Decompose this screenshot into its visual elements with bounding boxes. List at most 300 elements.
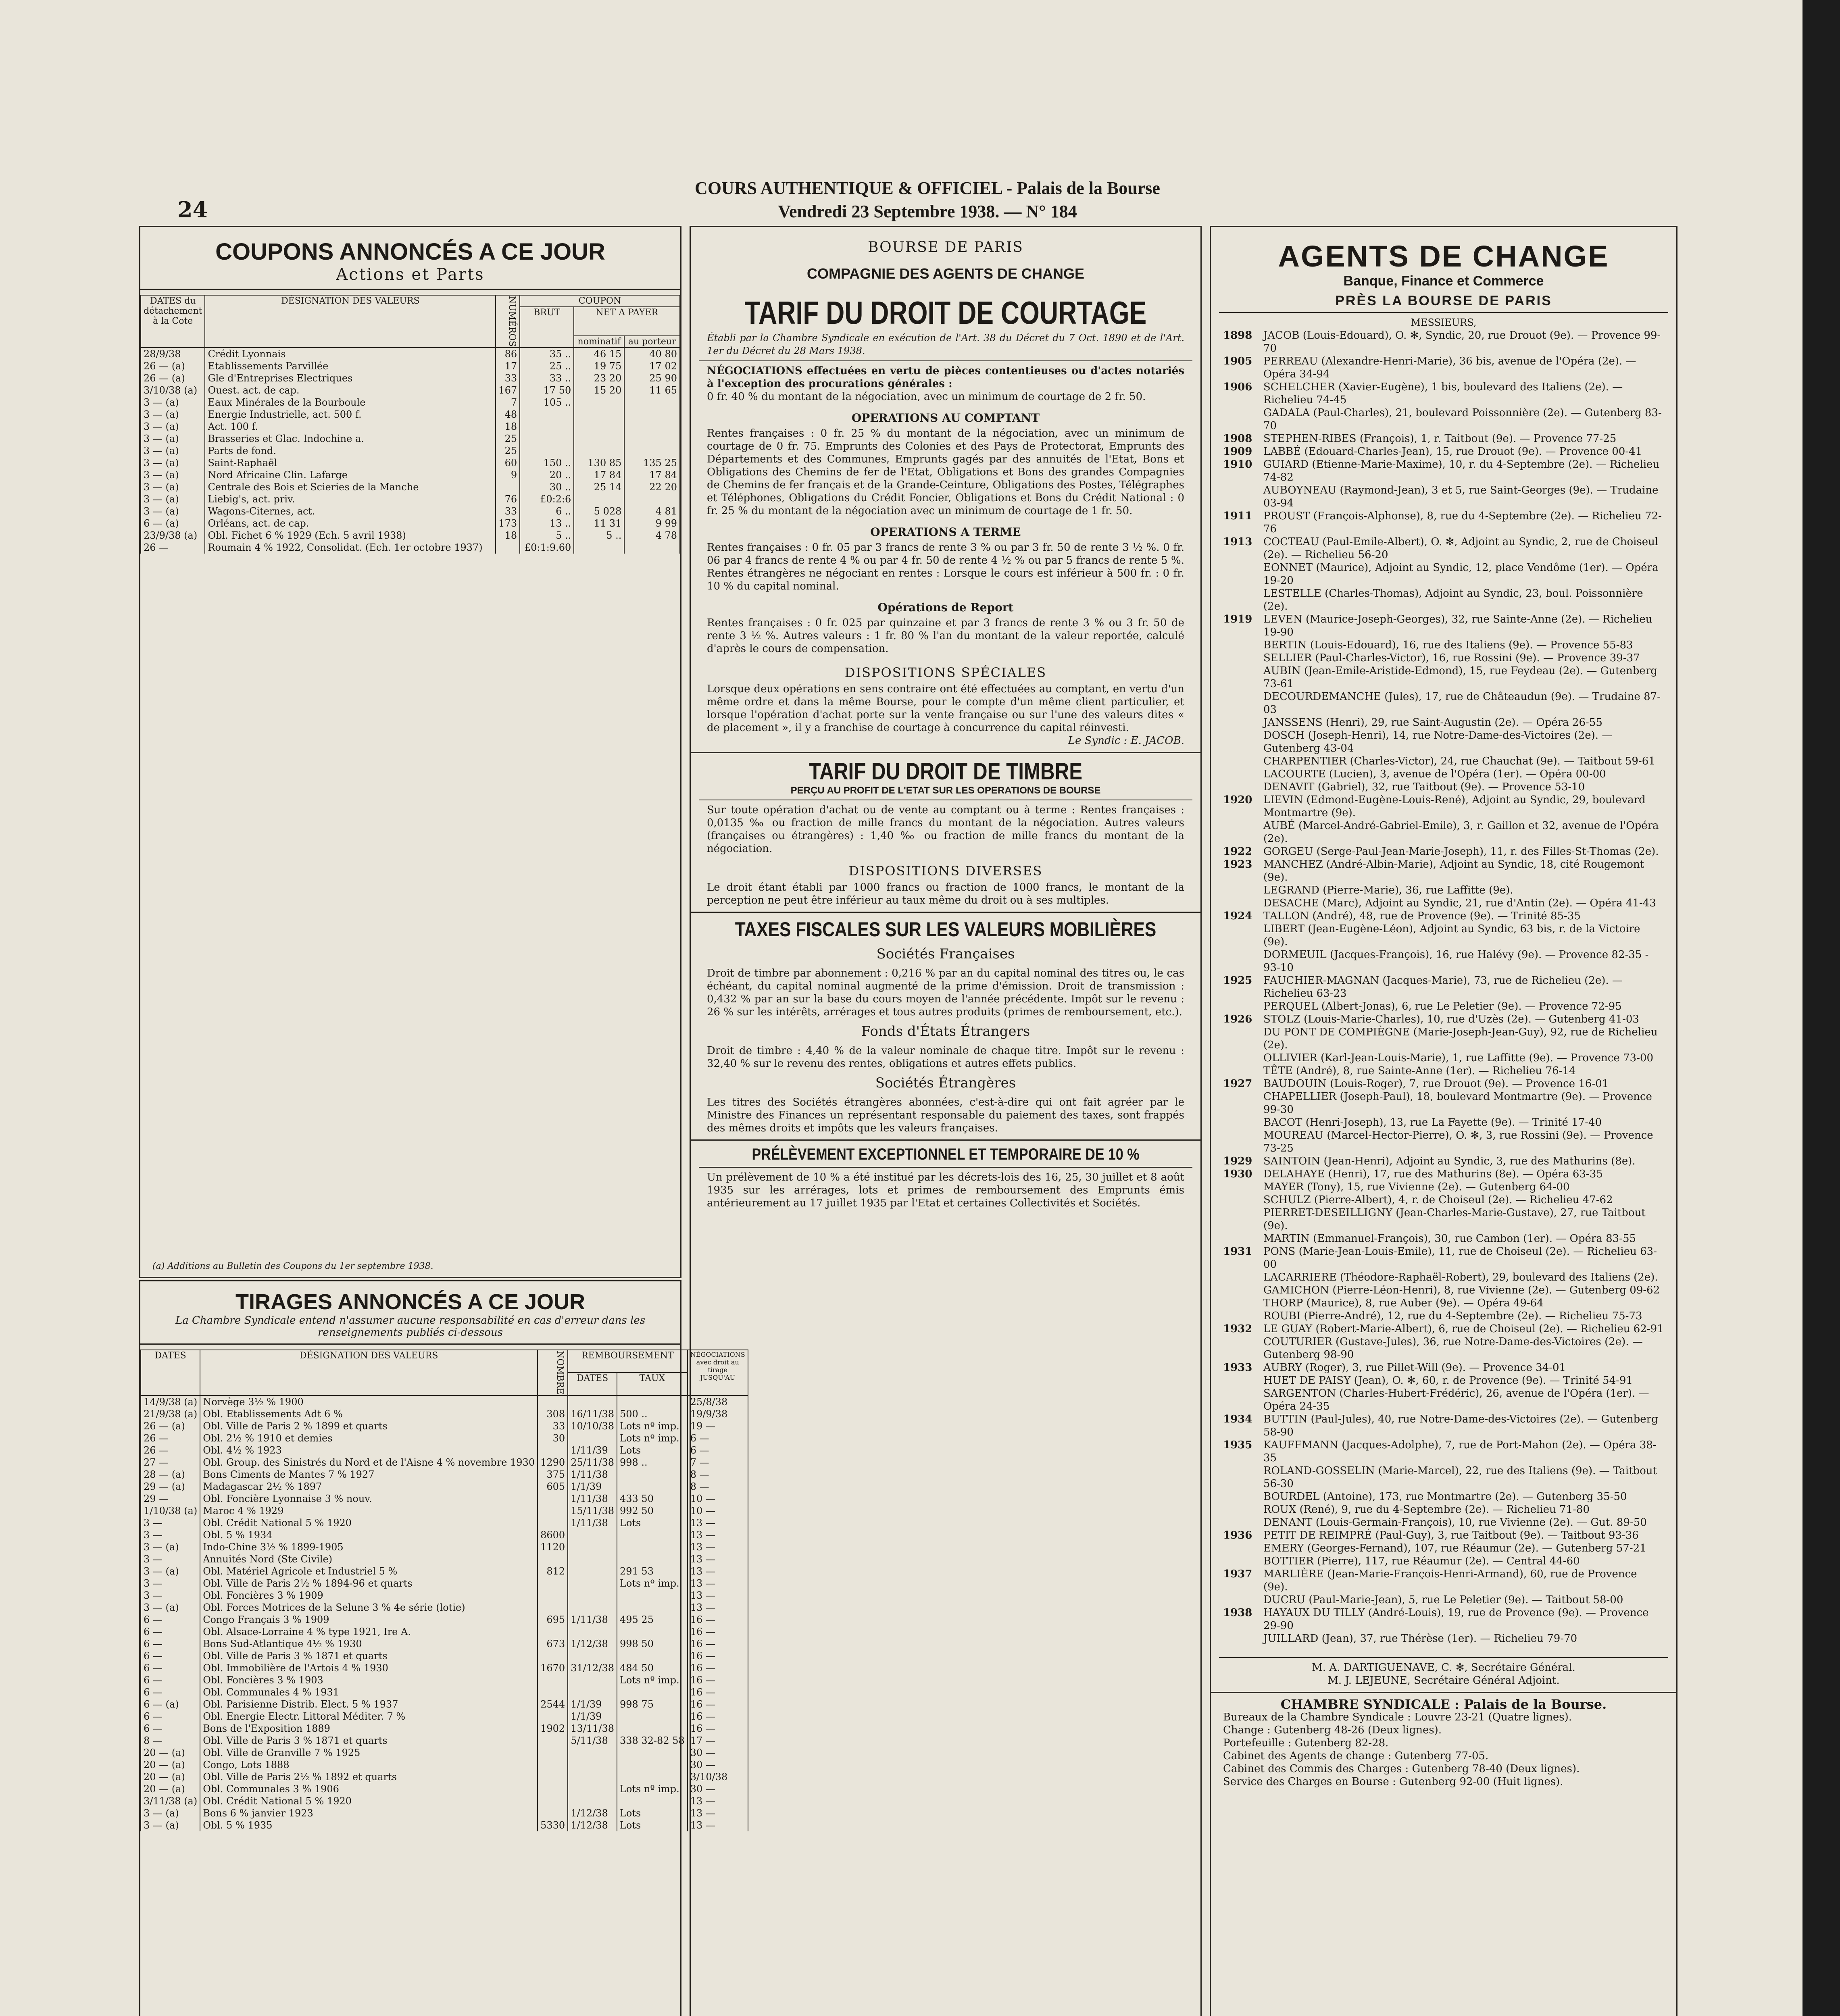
tirage-row-nego: 16 — [688,1722,748,1735]
agent-year [1223,1516,1263,1529]
agent-entry [1211,884,1676,897]
coupon-row-nom [574,541,624,554]
agent-entry [1211,1090,1676,1116]
coupon-row-nom [574,433,624,445]
agent-name: COUTURIER (Gustave-Jules), 36, rue Notre-Dame-des-Victoires (2e). — Gutenberg 98-90 [1263,1336,1643,1361]
tirage-row-date: 6 — [141,1662,200,1674]
tirage-row-nb: 375 [538,1468,568,1481]
agent-entry [1211,1606,1676,1632]
tirage-row-nego: 8 — [688,1468,748,1481]
agent-entry [1211,510,1676,535]
agent-entry [1211,1322,1676,1335]
tirage-row [141,1819,748,1831]
coupon-row-port: 135 25 [624,457,680,469]
agent-name: OLLIVIER (Karl-Jean-Louis-Marie), 1, rue Laffitte (9e). — Provence 73-00 [1263,1052,1654,1064]
agent-name: BAUDOUIN (Louis-Roger), 7, rue Drouot (9e). — Provence 16-01 [1263,1078,1609,1090]
tirage-row-nego: 13 — [688,1819,748,1831]
agent-year [1223,1064,1263,1077]
tirage-row-taux: Lots [617,1807,688,1819]
coupon-row [141,505,680,517]
agent-name: SELLIER (Paul-Charles-Victor), 16, rue Rossini (9e). — Provence 39-37 [1263,652,1640,664]
tirage-row-nego: 17 — [688,1735,748,1747]
tirage-row-name: Maroc 4 % 1929 [200,1505,538,1517]
coupon-row [141,481,680,493]
tirage-row-nb [538,1493,568,1505]
agents-list [1211,329,1676,1645]
agent-year [1223,1490,1263,1503]
agent-entry [1211,1077,1676,1090]
coupon-row-num: 18 [496,529,520,541]
tirage-row-rd [568,1602,617,1614]
tirage-row-date: 6 — [141,1674,200,1686]
tirage-row-taux: Lots nº imp. [617,1432,688,1444]
agent-entry [1211,1168,1676,1181]
tirage-row-taux [617,1710,688,1722]
chambre-line: Bureaux de la Chambre Syndicale : Louvre 23-21 (Quatre lignes). [1223,1711,1572,1723]
tirage-row [141,1783,748,1795]
coupon-row [141,372,680,384]
tirage-row-nb: 1670 [538,1662,568,1674]
agent-entry [1211,1000,1676,1013]
tirage-row-nego: 13 — [688,1807,748,1819]
agent-name: DUCRU (Paul-Marie-Jean), 5, rue Le Peletier (9e). — Taitbout 58-00 [1263,1594,1623,1606]
agent-entry [1211,910,1676,923]
coupon-row [141,360,680,372]
agent-entry [1211,1516,1676,1529]
coupon-row-port [624,493,680,505]
coupons-table [140,295,680,554]
tirage-row-taux: 495 25 [617,1614,688,1626]
agent-name: SCHELCHER (Xavier-Eugène), 1 bis, boulevard des Italiens (2e). — Richelieu 74-45 [1263,381,1623,406]
chambre-line: Cabinet des Commis des Charges : Gutenberg 78-40 (Deux lignes). [1223,1763,1580,1775]
tirage-row-date: 3 — [141,1553,200,1565]
agent-name: CHARPENTIER (Charles-Victor), 24, rue Chauchat (9e). — Taitbout 59-61 [1263,755,1655,767]
coupon-row-name: Eaux Minérales de la Bourboule [205,396,496,408]
agent-year [1223,781,1263,793]
tarif-intro: Établi par la Chambre Syndicale en exécution de l'Art. 38 du Décret du 7 Oct. 1890 et de l'Art. 1er du Décret du 28 Mars 1938. [707,332,1184,356]
agent-name: DELAHAYE (Henri), 17, rue des Mathurins (8e). — Opéra 63-35 [1263,1168,1603,1180]
agent-name: MAYER (Tony), 15, rue Vivienne (2e). — Gutenberg 64-00 [1263,1181,1570,1193]
agent-year [1223,1052,1263,1064]
tirage-row-name: Obl. Parisienne Distrib. Elect. 5 % 1937 [200,1698,538,1710]
coupon-row-date: 3 — (a) [141,457,205,469]
col-coupon: COUPON [520,295,680,307]
tirage-row [141,1481,748,1493]
tirage-row-nb: 673 [538,1638,568,1650]
coupon-row-num [496,481,520,493]
agent-year [1223,652,1263,664]
agent-entry [1211,690,1676,716]
tirage-row-nego: 16 — [688,1686,748,1698]
tirage-row [141,1614,748,1626]
tirage-row-nb [538,1759,568,1771]
agent-entry [1211,1129,1676,1155]
coupon-row-name: Brasseries et Glac. Indochine a. [205,433,496,445]
tirage-row-taux [617,1481,688,1493]
agent-name: BOTTIER (Pierre), 117, rue Réaumur (2e). — Central 44-60 [1263,1555,1580,1567]
coupon-row-date: 28/9/38 [141,348,205,360]
coupon-row-port: 25 90 [624,372,680,384]
coupon-row-brut: 25 .. [520,360,574,372]
tirage-row-nego: 8 — [688,1481,748,1493]
tirage-row-rd [568,1626,617,1638]
tirage-row-taux: Lots nº imp. [617,1674,688,1686]
secretaire-adjoint: M. J. LEJEUNE, Secrétaire Général Adjoint. [1327,1674,1560,1687]
agent-entry [1211,755,1676,768]
agent-year: 1905 [1223,355,1252,367]
tirage-row-taux: 992 50 [617,1505,688,1517]
agent-entry [1211,1026,1676,1052]
diverses-title: DISPOSITIONS DIVERSES [848,863,1043,879]
tirage-row-rd: 31/12/38 [568,1662,617,1674]
agents-section [1210,226,1677,2016]
agent-name: MOUREAU (Marcel-Hector-Pierre), O. ✻, 3, rue Rossini (9e). — Provence 73-25 [1263,1129,1653,1154]
agent-year [1223,1284,1263,1297]
agent-entry [1211,819,1676,845]
coupon-row-date: 3 — (a) [141,469,205,481]
coupon-row-name: Ouest. act. de cap. [205,384,496,396]
tirage-row-taux: 291 53 [617,1565,688,1577]
tirage-row-nb: 695 [538,1614,568,1626]
coupon-row-num: 18 [496,421,520,433]
tirage-row-nego: 7 — [688,1456,748,1468]
agent-entry [1211,1155,1676,1168]
tirage-row-nb: 2544 [538,1698,568,1710]
tirage-row-date: 29 — (a) [141,1481,200,1493]
agent-entry [1211,1529,1676,1542]
tirage-row-nego: 13 — [688,1565,748,1577]
agent-entry [1211,793,1676,819]
tirage-row-rd: 1/11/38 [568,1517,617,1529]
agent-entry [1211,1284,1676,1297]
coupon-row-date: 3/10/38 (a) [141,384,205,396]
coupon-row-name: Centrale des Bois et Scieries de la Manche [205,481,496,493]
agent-entry [1211,1632,1676,1645]
tirage-row-rd [568,1395,617,1408]
tirages-section [139,1280,745,2016]
coupon-row-name: Liebig's, act. priv. [205,493,496,505]
tirage-row-rd: 1/12/38 [568,1807,617,1819]
agents-title: AGENTS DE CHANGE [1278,240,1609,273]
tirage-row-name: Obl. Ville de Paris 2½ % 1894-96 et quarts [200,1577,538,1589]
tirage-row-nego: 10 — [688,1505,748,1517]
tirage-row [141,1432,748,1444]
tirage-row-nb [538,1602,568,1614]
tirage-row-nego: 13 — [688,1795,748,1807]
tirage-row-name: Obl. Communales 3 % 1906 [200,1783,538,1795]
tirage-row [141,1444,748,1456]
agent-entry [1211,329,1676,355]
agent-year [1223,587,1263,613]
coupon-row [141,529,680,541]
agent-year [1223,948,1263,974]
tirage-row-date: 3/11/38 (a) [141,1795,200,1807]
coupon-row-brut: 20 .. [520,469,574,481]
coupon-row-nom: 46 15 [574,348,624,360]
coupon-row-port: 22 20 [624,481,680,493]
agent-year [1223,1310,1263,1322]
agent-name: BUTTIN (Paul-Jules), 40, rue Notre-Dame-des-Victoires (2e). — Gutenberg 58-90 [1263,1413,1658,1438]
tirage-row [141,1408,748,1420]
agent-name: LESTELLE (Charles-Thomas), Adjoint au Syndic, 23, boul. Poissonnière (2e). [1263,587,1643,612]
coupon-row-nom: 17 84 [574,469,624,481]
agent-name: PROUST (François-Alphonse), 8, rue du 4-Septembre (2e). — Richelieu 72-76 [1263,510,1662,535]
agent-entry [1211,1297,1676,1310]
agent-name: JUILLARD (Jean), 37, rue Thérèse (1er). — Richelieu 79-70 [1263,1633,1577,1645]
agent-year: 1911 [1223,510,1252,522]
agent-name: CHAPELLIER (Joseph-Paul), 18, boulevard Montmartre (9e). — Provence 99-30 [1263,1091,1652,1116]
tirage-row-taux [617,1468,688,1481]
tirage-row-date: 3 — (a) [141,1807,200,1819]
coupon-row-date: 3 — (a) [141,481,205,493]
coupon-row [141,541,680,554]
agent-name: DENAVIT (Gabriel), 32, rue Taitbout (9e). — Provence 53-10 [1263,781,1585,793]
taxes-title: TAXES FISCALES SUR LES VALEURS MOBILIÈRES [735,918,1157,941]
coupon-row-num: 33 [496,505,520,517]
tirage-row-name: Obl. Ville de Paris 2½ % 1892 et quarts [200,1771,538,1783]
dispositions-title: DISPOSITIONS SPÉCIALES [844,665,1047,680]
compagnie-label: COMPAGNIE DES AGENTS DE CHANGE [806,265,1085,282]
tirage-row-nego: 30 — [688,1747,748,1759]
agent-year [1223,1503,1263,1516]
tirage-row-rd [568,1686,617,1698]
timbre-title: TARIF DU DROIT DE TIMBRE [809,758,1083,785]
agent-entry [1211,1374,1676,1387]
coupon-row-num: 17 [496,360,520,372]
col-dates: DATES du détachement à la Cote [141,295,205,348]
coupon-row-brut: 17 50 [520,384,574,396]
tirage-row-nb: 30 [538,1432,568,1444]
col-t-rdates: DATES [568,1372,617,1395]
agent-name: LEVEN (Maurice-Joseph-Georges), 32, rue Sainte-Anne (2e). — Richelieu 19-90 [1263,613,1652,638]
tirage-row-taux: 500 .. [617,1408,688,1420]
agent-year [1223,1297,1263,1310]
agent-entry [1211,845,1676,858]
coupon-row-nom: 5 028 [574,505,624,517]
tirage-row-rd: 1/11/38 [568,1493,617,1505]
coupon-row [141,384,680,396]
coupon-row-date: 3 — (a) [141,445,205,457]
agent-year: 1932 [1223,1323,1252,1335]
tirage-row-taux [617,1759,688,1771]
coupon-row-num: 48 [496,408,520,421]
coupon-row-name: Gle d'Entreprises Electriques [205,372,496,384]
agent-entry [1211,1361,1676,1374]
coupon-row-port [624,541,680,554]
agent-year: 1924 [1223,910,1252,922]
coupon-row [141,517,680,529]
agent-name: STEPHEN-RIBES (François), 1, r. Taitbout (9e). — Provence 77-25 [1263,433,1617,445]
agent-year: 1934 [1223,1413,1252,1425]
tirage-row-nb [538,1795,568,1807]
coupon-row-name: Energie Industrielle, act. 500 f. [205,408,496,421]
tirage-row [141,1420,748,1432]
agent-year: 1906 [1223,381,1252,393]
agent-year [1223,690,1263,716]
coupon-row-name: Nord Africaine Clin. Lafarge [205,469,496,481]
agent-name: KAUFFMANN (Jacques-Adolphe), 7, rue de Port-Mahon (2e). — Opéra 38-35 [1263,1439,1657,1464]
agent-entry [1211,1387,1676,1413]
chambre-line: Cabinet des Agents de change : Gutenberg 77-05. [1223,1750,1489,1762]
agent-name: HAYAUX DU TILLY (André-Louis), 19, rue de Provence (9e). — Provence 29-90 [1263,1607,1649,1632]
agent-name: ROLAND-GOSSELIN (Marie-Marcel), 22, rue des Italiens (9e). — Taitbout 56-30 [1263,1465,1657,1490]
agent-year [1223,561,1263,587]
comptant-title: OPERATIONS AU COMPTANT [851,411,1040,425]
tirage-row-nego: 13 — [688,1541,748,1553]
tirage-row-date: 26 — (a) [141,1420,200,1432]
coupon-row-port: 4 78 [624,529,680,541]
agent-name: DECOURDEMANCHE (Jules), 17, rue de Châteaudun (9e). — Trudaine 87-03 [1263,691,1661,716]
coupon-row-brut [520,408,574,421]
agent-entry [1211,1593,1676,1606]
agent-entry [1211,445,1676,458]
tirage-row-name: Obl. Group. des Sinistrés du Nord et de l'Aisne 4 % novembre 1930 [200,1456,538,1468]
coupon-row-date: 6 — (a) [141,517,205,529]
agent-year: 1919 [1223,613,1252,625]
tirage-row-date: 3 — [141,1529,200,1541]
tirage-row-name: Obl. 2½ % 1910 et demies [200,1432,538,1444]
col-porteur: au porteur [624,336,680,348]
agent-entry [1211,432,1676,445]
tirage-row-rd [568,1747,617,1759]
coupon-row-name: Parts de fond. [205,445,496,457]
tirage-row-name: Obl. Alsace-Lorraine 4 % type 1921, Ire A. [200,1626,538,1638]
tirage-row-rd: 1/11/38 [568,1468,617,1481]
tirage-row-taux [617,1650,688,1662]
tirage-row-rd: 1/1/39 [568,1710,617,1722]
coupon-row-date: 3 — (a) [141,408,205,421]
agent-name: DOSCH (Joseph-Henri), 14, rue Notre-Dame-des-Victoires (2e). — Gutenberg 43-04 [1263,729,1613,754]
agent-entry [1211,948,1676,974]
tirage-row-nb: 1902 [538,1722,568,1735]
tirage-row-nego: 16 — [688,1698,748,1710]
coupon-row-brut: 30 .. [520,481,574,493]
tirage-row [141,1759,748,1771]
tirage-row-nego: 16 — [688,1626,748,1638]
agent-year: 1913 [1223,536,1252,548]
tirage-row-rd [568,1759,617,1771]
agent-year [1223,1632,1263,1645]
tirage-row [141,1395,748,1408]
agent-year [1223,1193,1263,1206]
coupon-row-date: 23/9/38 (a) [141,529,205,541]
tirage-row-nego: 16 — [688,1614,748,1626]
tirage-row-nb [538,1807,568,1819]
tirage-row-nb [538,1735,568,1747]
tirage-row-date: 6 — [141,1638,200,1650]
agent-year [1223,484,1263,510]
agent-entry [1211,897,1676,910]
agent-year [1223,1464,1263,1490]
societes-etrangeres-text: Les titres des Sociétés étrangères abonnées, c'est-à-dire qui ont fait agréer par le Ministre des Finances un représentant responsable du paiement des taxes, sont frappés des mêmes droits et impôts que les valeurs françaises. [707,1096,1184,1134]
tirage-row [141,1807,748,1819]
coupon-row-num: 60 [496,457,520,469]
agent-name: BOURDEL (Antoine), 173, rue Montmartre (2e). — Gutenberg 35-50 [1263,1491,1627,1503]
agent-year [1223,884,1263,897]
tirage-row-taux: Lots [617,1517,688,1529]
tirage-row-date: 26 — [141,1432,200,1444]
tirage-row-nego: 19 — [688,1420,748,1432]
agent-name: AUBIN (Jean-Emile-Aristide-Edmond), 15, rue Feydeau (2e). — Gutenberg 73-61 [1263,665,1657,690]
agent-entry [1211,1206,1676,1232]
tirage-row-name: Obl. Foncière Lyonnaise 3 % nouv. [200,1493,538,1505]
tirage-row-date: 8 — [141,1735,200,1747]
agent-name: DU PONT DE COMPIÈGNE (Marie-Joseph-Jean-Guy), 92, rue de Richelieu (2e). [1263,1026,1658,1051]
tirage-row-name: Obl. Ville de Paris 3 % 1871 et quarts [200,1650,538,1662]
coupons-section [139,226,681,1278]
agent-year [1223,897,1263,910]
tirage-row [141,1795,748,1807]
tirage-row-nego: 16 — [688,1674,748,1686]
agent-year [1223,729,1263,755]
coupon-row [141,433,680,445]
agent-entry [1211,1245,1676,1271]
tirage-row-nb: 308 [538,1408,568,1420]
tirage-row-name: Bons de l'Exposition 1889 [200,1722,538,1735]
tirage-row-rd: 15/11/38 [568,1505,617,1517]
coupon-row-brut: 35 .. [520,348,574,360]
tirage-row-name: Obl. Foncières 3 % 1903 [200,1674,538,1686]
secretaire-general: M. A. DARTIGUENAVE, C. ✻, Secrétaire Général. [1312,1662,1575,1674]
agent-entry [1211,381,1676,406]
tirage-row [141,1529,748,1541]
tirage-row-date: 26 — [141,1444,200,1456]
agent-name: DORMEUIL (Jacques-François), 16, rue Halévy (9e). — Provence 82-35 - 93-10 [1263,949,1649,974]
tirage-row-nego: 30 — [688,1759,748,1771]
agent-entry [1211,1335,1676,1361]
prelevement-title: PRÉLÈVEMENT EXCEPTIONNEL ET TEMPORAIRE DE 10 % [752,1145,1140,1163]
agent-entry [1211,1181,1676,1193]
tirage-row-name: Obl. Matériel Agricole et Industriel 5 % [200,1565,538,1577]
agent-name: LEGRAND (Pierre-Marie), 36, rue Laffitte (9e). [1263,884,1513,896]
societes-etrangeres-title: Sociétés Étrangères [875,1075,1016,1091]
agent-year: 1926 [1223,1013,1252,1025]
coupon-row-nom: 19 75 [574,360,624,372]
tirage-row-nb: 812 [538,1565,568,1577]
agent-year: 1908 [1223,433,1252,445]
tirage-row-nego: 6 — [688,1432,748,1444]
negociations-text: 0 fr. 40 % du montant de la négociation, avec un minimum de courtage de 2 fr. 50. [707,391,1146,403]
tirage-row-name: Annuités Nord (Ste Civile) [200,1553,538,1565]
agent-year [1223,1374,1263,1387]
fonds-etats-title: Fonds d'États Étrangers [861,1023,1030,1039]
agent-entry [1211,458,1676,484]
coupon-row-nom: 23 20 [574,372,624,384]
col-t-dates: DATES [141,1350,200,1395]
tirage-row-date: 20 — (a) [141,1771,200,1783]
tirage-row-taux [617,1541,688,1553]
agent-entry [1211,355,1676,381]
agent-name: AUBRY (Roger), 3, rue Pillet-Will (9e). — Provence 34-01 [1263,1362,1566,1374]
tirage-row [141,1553,748,1565]
agent-name: MARTIN (Emmanuel-François), 30, rue Cambon (1er). — Opéra 83-55 [1263,1233,1636,1245]
tirage-row-date: 6 — [141,1650,200,1662]
tirage-row-nego: 6 — [688,1444,748,1456]
tirage-row-date: 20 — (a) [141,1783,200,1795]
agent-name: ROUX (René), 9, rue du 4-Septembre (2e). — Richelieu 71-80 [1263,1504,1590,1516]
tirage-row-name: Obl. Communales 4 % 1931 [200,1686,538,1698]
page-header [524,177,1331,223]
agent-year: 1923 [1223,858,1252,871]
agent-year: 1922 [1223,846,1252,858]
tirage-row-nego: 19/9/38 [688,1408,748,1420]
tirage-row-nego: 16 — [688,1638,748,1650]
tirage-row-nego: 13 — [688,1553,748,1565]
coupon-row-brut: 6 .. [520,505,574,517]
coupon-row-port: 17 84 [624,469,680,481]
tirage-row-rd [568,1432,617,1444]
agent-entry [1211,1064,1676,1077]
